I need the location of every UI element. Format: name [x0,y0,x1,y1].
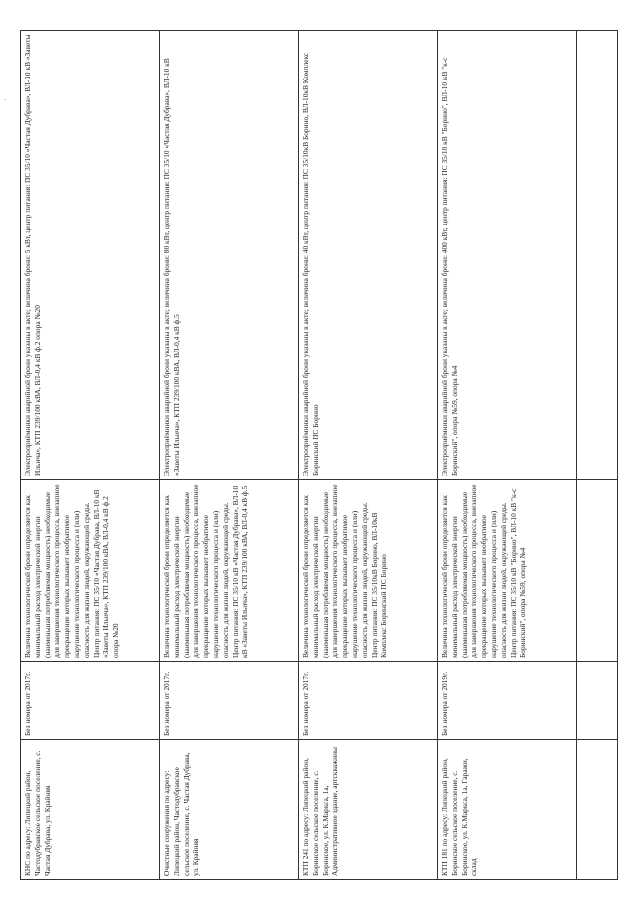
table-row [21,31,160,880]
object-cell: КНС по адресу: Липецкий район, Частодубравское сельское поселение, с. Частая Дубрава, ул. Крайняя [21,740,160,880]
act-number-cell: Без номера от 2017г. [160,662,299,740]
emergency-reserve-cell: Электроприёмники аварийной брони указаны в акте; величина брони: 40 кВт, центр питания: ПС 35/10кВ Борино, ВЛ-10кВ Комплекс Боринский ПС Борино [299,31,438,480]
table-row [299,31,438,880]
emergency-reserve-cell: Электроприёмники аварийной брони указаны в акте; величина брони: 80 кВт, центр питания: ПС 35/10 «Частая Дубрава», ВЛ-10 кВ «Заветы Ильича», КТП 239/100 кВА, ВЛ-0,4 кВ ф.5 [160,31,299,480]
act-number-cell: Без номера от 2017г. [21,662,160,740]
emergency-reserve-cell: Электроприёмники аварийной брони указаны в акте; величина брони: 400 кВт, центр питания: ПС 35/10 кВ "Борино", ВЛ-10 кВ "к-с Боринский", опора №59, опора №4 [438,31,577,480]
rotated-page [20,30,618,880]
object-cell: КТП 241 по адресу: Липецкий район, Боринское сельское поселение, с. Боринское, ул. К.Маркса, 1а, Административное здание, артскважины [299,740,438,880]
object-cell: Очистные сооружения по адресу: Липецкий район, Частодубравское сельское поселение, с. Частая Дубрава, ул. Крайняя [160,740,299,880]
object-cell: КТП 181 по адресу: Липецкий район, Боринское сельское поселение, с. Боринское, ул. К.Маркса, 1а, Гаражи, склад [438,740,577,880]
tech-reserve-cell: Величина технологической брони определяется как минимальный расход электрической энергии (наименьшая потребляемая мощность) необходимые для завершения технологического процесса, внезапное прекращение которых вызывает необратимое нарушение технологического процесса и (или) опасность для жизни людей, окружающей среды. Центр питания: ПС 35/10кВ Борино, ВЛ-10кВ Комплекс Боринский ПС Борино [299,480,438,662]
act-number-cell: Без номера от 2019г. [438,662,577,740]
reserve-table [20,30,618,880]
tech-reserve-cell: Величина технологической брони определяется как минимальный расход электрической энергии (наименьшая потребляемая мощность) необходимые для завершения технологического процесса, внезапное прекращение которых вызывает необратимое нарушение технологического процесса и (или) опасность для жизни людей, окружающей среды. Центр питания: ПС 35/10 «Частая Дубрава, ВЛ-10 кВ «Заветы Ильича», КТП 239/100 кВА, ВЛ-0,4 кВ ф.2 опора №20 [21,480,160,662]
tech-reserve-cell: Величина технологической брони определяется как минимальный расход электрической энергии (наименьшая потребляемая мощность) необходимые для завершения технологического процесса, внезапное прекращение которых вызывает необратимое нарушение технологического процесса и (или) опасность для жизни людей, окружающей среды. Центр питания: ПС 35/10 кВ «Частая Дубрава», ВЛ-10 кВ «Заветы Ильича», КТП 239/100 кВА, ВЛ-0,4 кВ ф.5 [160,480,299,662]
table-row [160,31,299,880]
emergency-reserve-cell: Электроприёмники аварийной брони указаны в акте; величина брони: 5 кВт, центр питания: ПС 35/10 «Частая Дубрава», ВЛ-10 кВ «Заветы Ильича», КТП 239/100 кВА, ВЛ-0,4 кВ ф.2 опора №20 [21,31,160,480]
table-row [438,31,577,880]
table-row-empty [577,31,618,880]
tech-reserve-cell: Величина технологической брони определяется как минимальный расход электрической энергии (наименьшая потребляемая мощность) необходимые для завершения технологического процесса, внезапное прекращение которых вызывает необратимое нарушение технологического процесса и (или) опасность для жизни людей, окружающей среды. Центр питания: ПС 35/10 кВ "Борино", ВЛ-10 кВ "к-с Боринский", опора №59, опора №4 [438,480,577,662]
act-number-cell: Без номера от 2017г. [299,662,438,740]
scan-mark: · [4,96,7,104]
